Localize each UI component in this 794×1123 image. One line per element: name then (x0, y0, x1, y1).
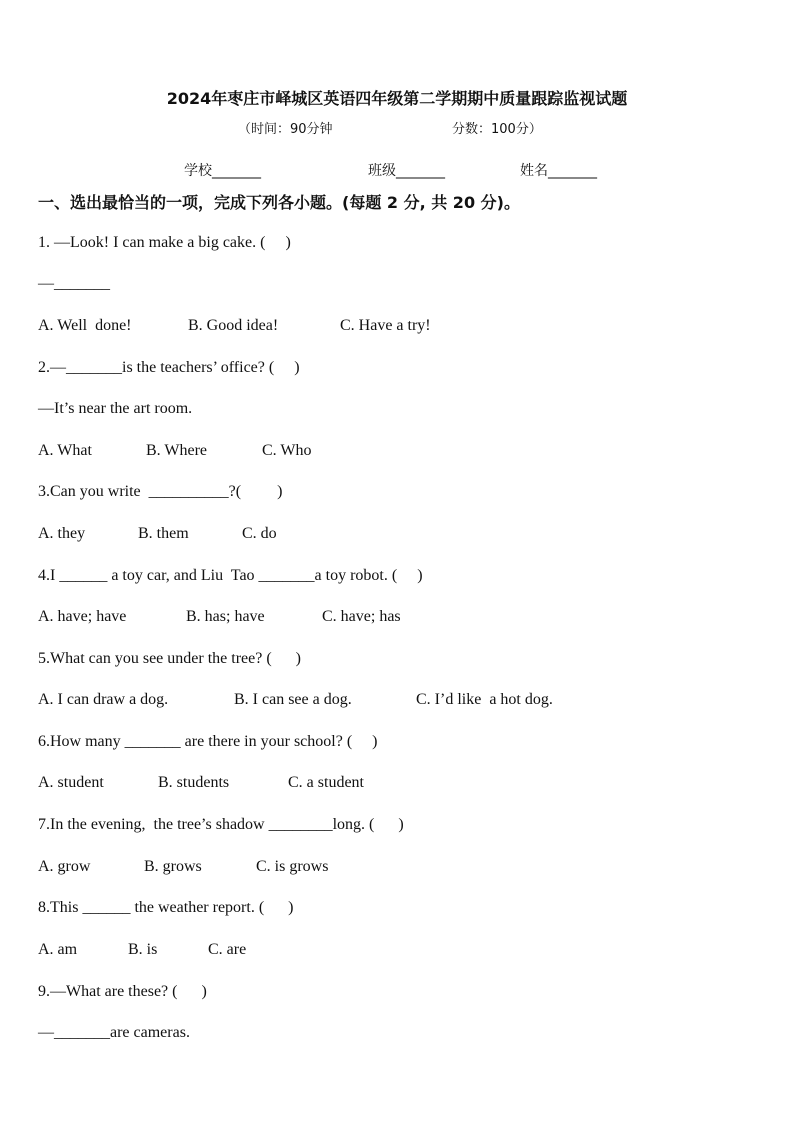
option-1b[interactable]: B. Good idea! (188, 317, 279, 334)
option-8a[interactable]: A. am (38, 941, 78, 958)
option-7a[interactable]: A. grow (38, 858, 91, 875)
option-4b[interactable]: B. has; have (186, 608, 265, 625)
option-5b[interactable]: B. I can see a dog. (234, 691, 352, 708)
answer-1: —_______ (38, 275, 110, 292)
class-field[interactable]: 班级_______ (368, 163, 445, 179)
page-title: 2024年枣庄市峄城区英语四年级第二学期期中质量跟踪监视试题 (166, 89, 628, 108)
exam-score: 分数：100分） (452, 122, 542, 137)
option-8b[interactable]: B. is (128, 941, 158, 958)
school-field[interactable]: 学校_______ (184, 163, 261, 179)
question-3: 3.Can you write __________?( ) (38, 483, 283, 500)
option-7b[interactable]: B. grows (144, 858, 202, 875)
option-6b[interactable]: B. students (158, 774, 230, 791)
question-4: 4.I ______ a toy car, and Liu Tao _______a toy robot. ( ) (38, 567, 423, 584)
option-3c[interactable]: C. do (242, 525, 277, 542)
option-6a[interactable]: A. student (38, 774, 104, 791)
option-7c[interactable]: C. is grows (256, 858, 329, 875)
option-2c[interactable]: C. Who (262, 442, 312, 459)
question-6: 6.How many _______ are there in your school? ( ) (38, 733, 378, 750)
option-3b[interactable]: B. them (138, 525, 189, 542)
option-5c[interactable]: C. I’d like a hot dog. (416, 691, 553, 708)
option-4c[interactable]: C. have; has (322, 608, 401, 625)
question-5: 5.What can you see under the tree? ( ) (38, 650, 301, 667)
name-field[interactable]: 姓名_______ (520, 163, 597, 179)
question-7: 7.In the evening, the tree’s shadow ________long. ( ) (38, 816, 404, 833)
option-2b[interactable]: B. Where (146, 442, 208, 459)
question-2: 2.—_______is the teachers’ office? ( ) (38, 359, 300, 376)
option-6c[interactable]: C. a student (288, 774, 364, 791)
section-heading: 一、选出最恰当的一项，完成下列各小题。(每题 2 分, 共 20 分)。 (38, 193, 520, 212)
option-5a[interactable]: A. I can draw a dog. (38, 691, 169, 708)
option-3a[interactable]: A. they (38, 525, 86, 542)
option-4a[interactable]: A. have; have (38, 608, 127, 625)
option-1c[interactable]: C. Have a try! (340, 317, 431, 334)
answer-2: —It’s near the art room. (38, 400, 193, 417)
answer-9: —_______are cameras. (38, 1024, 190, 1041)
exam-time: （时间：90分钟 (238, 122, 333, 137)
question-1: 1. —Look! I can make a big cake. ( ) (38, 234, 291, 251)
question-9: 9.—What are these? ( ) (38, 983, 207, 1000)
option-8c[interactable]: C. are (208, 941, 247, 958)
option-1a[interactable]: A. Well done! (38, 317, 132, 334)
option-2a[interactable]: A. What (38, 442, 92, 459)
question-8: 8.This ______ the weather report. ( ) (38, 899, 294, 916)
